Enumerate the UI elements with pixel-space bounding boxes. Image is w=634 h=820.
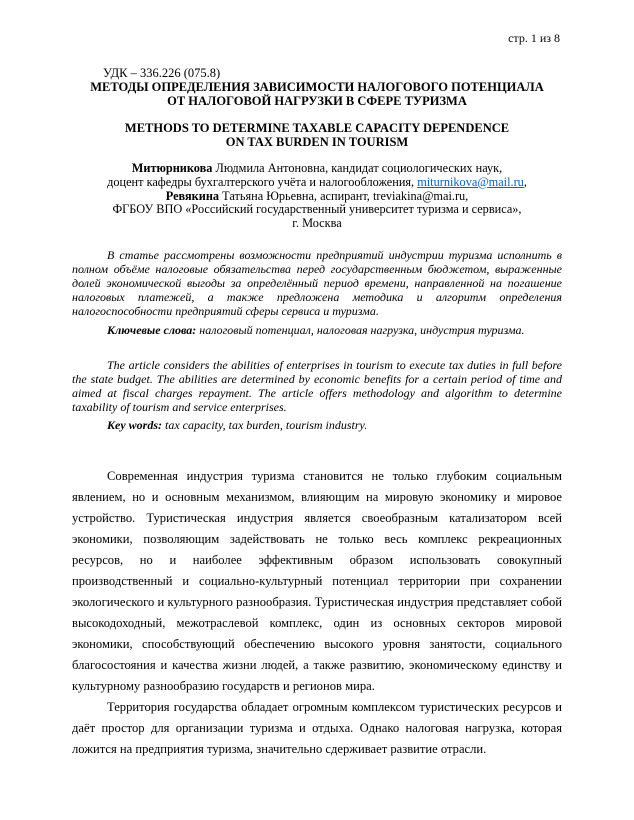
author-line-2 bbox=[72, 176, 562, 190]
author-degree-2: Татьяна Юрьевна, аспирант, treviakina@mai.ru, bbox=[219, 188, 469, 203]
title-russian-line-1: МЕТОДЫ ОПРЕДЕЛЕНИЯ ЗАВИСИМОСТИ НАЛОГОВОГО ПОТЕНЦИАЛА bbox=[90, 80, 544, 94]
author-affiliation-1: доцент кафедры бухгалтерского учёта и налогообложения, bbox=[107, 174, 418, 189]
article-body bbox=[72, 466, 562, 760]
author-name-1: Митюрникова bbox=[131, 161, 213, 175]
title-english-line-2: ON TAX BURDEN IN TOURISM bbox=[225, 135, 409, 149]
author-line-1 bbox=[72, 162, 562, 176]
abstract-english-text: The article considers the abilities of enterprises in tourism to execute tax duties in full before the state budget. The abilities are determined by economic benefits for a certain period of time and aimed at fiscal charges repayment. The article offers methodology and algorithm to determine taxability of tourism and service enterprises. bbox=[72, 357, 562, 415]
body-paragraph: Территория государства обладает огромным комплексом туристических ресурсов и даёт простор для организации туризма и отдыха. Однако налоговая нагрузка, которая ложится на предприятия туризма, значительно сдерживает развитие отрасли. bbox=[72, 699, 562, 756]
title-russian-line-2: ОТ НАЛОГОВОЙ НАГРУЗКИ В СФЕРЕ ТУРИЗМА bbox=[167, 94, 467, 108]
title-russian bbox=[72, 80, 562, 108]
keywords-english bbox=[72, 418, 562, 432]
keywords-english-label: Key words: bbox=[107, 418, 162, 433]
abstract-russian-text: В статье рассмотрены возможности предприятий индустрии туризма исполнить в полном объёме налоговые обязательства перед государственным бюджетом, выраженные долей экономической выгоды за определённый период времени, направленной на погашение налоговых платежей, а также предложена методика и алгоритм определения налогоспособности предприятий сферы сервиса и туризма. bbox=[72, 247, 562, 319]
page-number: стр. 1 из 8 bbox=[508, 31, 560, 45]
abstract-russian bbox=[72, 248, 562, 337]
keywords-russian bbox=[72, 323, 562, 337]
email-link[interactable]: miturnikova@mail.ru bbox=[417, 174, 524, 189]
keywords-russian-text: налоговый потенциал, налоговая нагрузка, индустрия туризма. bbox=[196, 322, 525, 337]
author-line-3 bbox=[72, 190, 562, 204]
body-paragraph: Современная индустрия туризма становится не только глубоким социальным явлением, но и основным механизмом, влияющим на мировую экономику и мировое устройство. Туристическая индустрия является своеобразным катализатором всей экономики, позволяющим задействовать не только весь комплекс рекреационных ресурсов, но и наиболее эффективным образом использовать совокупный производственный и социально-культурный потенциал территории при сохранении экологического и культурного разнообразия. Туристическая индустрия представляет собой высокодоходный, межотраслевой комплекс, один из основных секторов мировой экономики, способствующий обеспечению высокого уровня занятости, социального благосостояния и качества жизни людей, а также развитию, экономическому единству и культурному разнообразию государств и регионов мира. bbox=[72, 468, 562, 693]
email-suffix: , bbox=[523, 174, 527, 189]
author-name-2: Ревякина bbox=[165, 188, 220, 203]
keywords-english-text: tax capacity, tax burden, tourism industry. bbox=[162, 418, 368, 433]
keywords-russian-label: Ключевые слова: bbox=[107, 322, 197, 337]
author-degree-1: Людмила Антоновна, кандидат социологических наук, bbox=[212, 161, 503, 175]
city-line: г. Москва bbox=[292, 216, 342, 231]
author-block bbox=[72, 162, 562, 231]
university-line: ФГБОУ ВПО «Российский государственный университет туризма и сервиса», bbox=[112, 202, 522, 217]
udc-code: УДК – 336.226 (075.8) bbox=[103, 66, 221, 80]
title-english-line-1: METHODS TO DETERMINE TAXABLE CAPACITY DEPENDENCE bbox=[124, 121, 510, 135]
abstract-english bbox=[72, 358, 562, 433]
title-english bbox=[72, 121, 562, 149]
